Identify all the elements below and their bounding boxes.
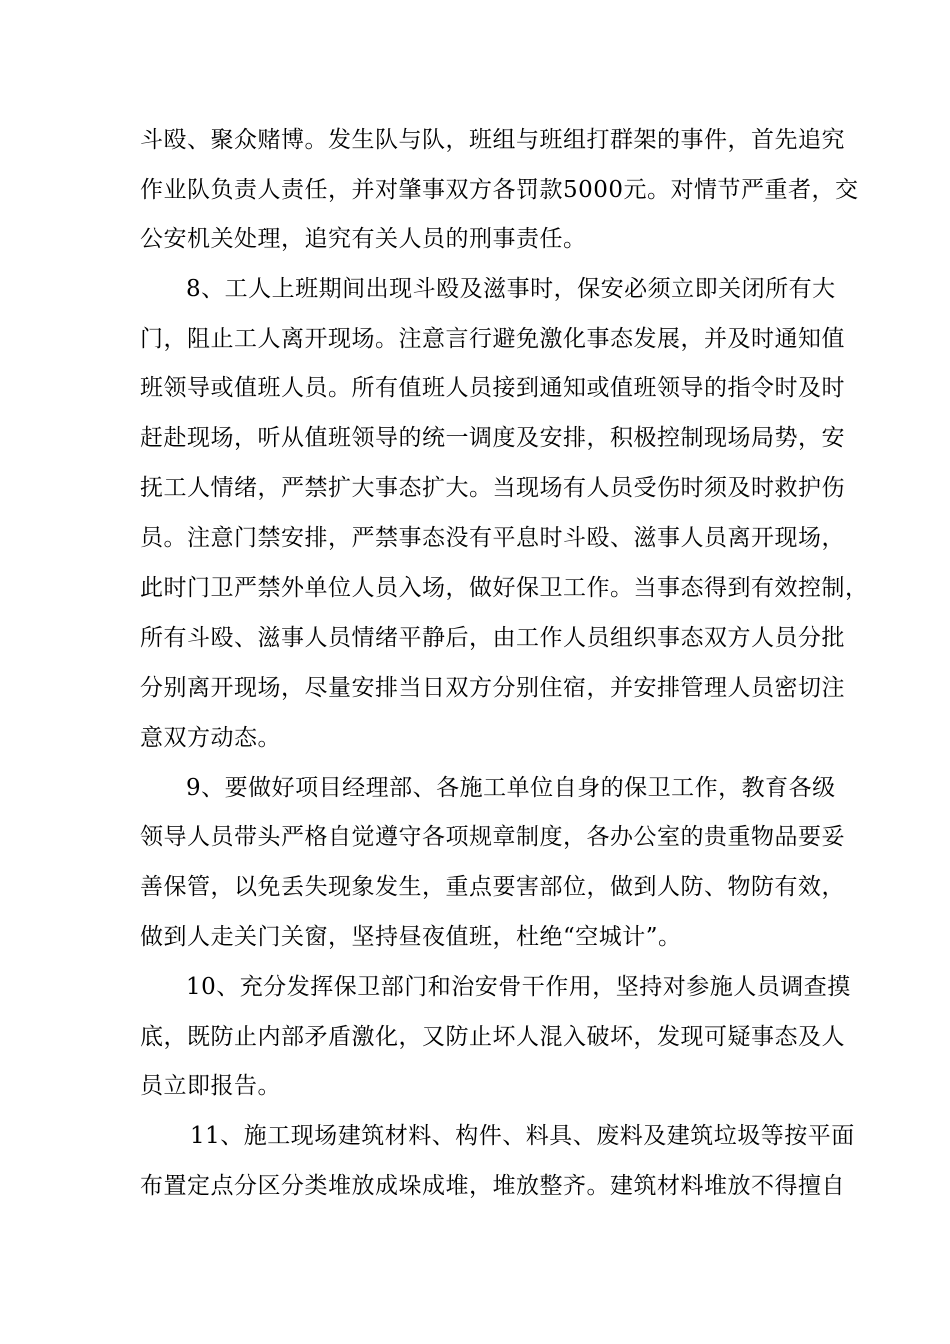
text-line: 善保管，以免丢失现象发生，重点要害部位，做到人防、物防有效， (140, 874, 845, 900)
text-line: 抚工人情绪，严禁扩大事态扩大。当现场有人员受伤时须及时救护伤 (140, 475, 845, 501)
text-line: 做到人走关门关窗，坚持昼夜值班，杜绝“空城计”。 (140, 924, 682, 950)
text-line: 所有斗殴、滋事人员情绪平静后，由工作人员组织事态双方人员分批 (140, 625, 845, 651)
paragraph-9-start: 9、要做好项目经理部、各施工单位自身的保卫工作，教育各级 (186, 775, 836, 801)
text-line: 分别离开现场，尽量安排当日双方分别住宿，并安排管理人员密切注 (140, 675, 845, 701)
text-line: 作业队负责人责任，并对肇事双方各罚款5000元。对情节严重者，交 (140, 177, 859, 203)
text-line: 门，阻止工人离开现场。注意言行避免激化事态发展，并及时通知值 (140, 326, 845, 352)
paragraph-8-start: 8、工人上班期间出现斗殴及滋事时，保安必须立即关闭所有大 (186, 276, 836, 302)
text-line: 员。注意门禁安排，严禁事态没有平息时斗殴、滋事人员离开现场， (140, 525, 845, 551)
text-line: 此时门卫严禁外单位人员入场，做好保卫工作。当事态得到有效控制， (140, 575, 869, 601)
text-line: 底，既防止内部矛盾激化，又防止坏人混入破坏，发现可疑事态及人 (140, 1024, 845, 1050)
paragraph-11-start: 11、施工现场建筑材料、构件、料具、废料及建筑垃圾等按平面 (190, 1123, 855, 1149)
text-line: 领导人员带头严格自觉遵守各项规章制度，各办公室的贵重物品要妥 (140, 824, 845, 850)
text-line: 斗殴、聚众赌博。发生队与队，班组与班组打群架的事件，首先追究 (140, 127, 845, 153)
text-line: 赶赴现场，听从值班领导的统一调度及安排，积极控制现场局势，安 (140, 425, 845, 451)
text-line: 意双方动态。 (140, 725, 281, 751)
text-line: 班领导或值班人员。所有值班人员接到通知或值班领导的指令时及时 (140, 375, 845, 401)
text-line: 公安机关处理，追究有关人员的刑事责任。 (140, 226, 587, 252)
text-line: 员立即报告。 (140, 1073, 281, 1099)
paragraph-10-start: 10、充分发挥保卫部门和治安骨干作用，坚持对参施人员调查摸 (186, 974, 851, 1000)
text-line: 布置定点分区分类堆放成垛成堆，堆放整齐。建筑材料堆放不得擅自 (140, 1173, 845, 1199)
